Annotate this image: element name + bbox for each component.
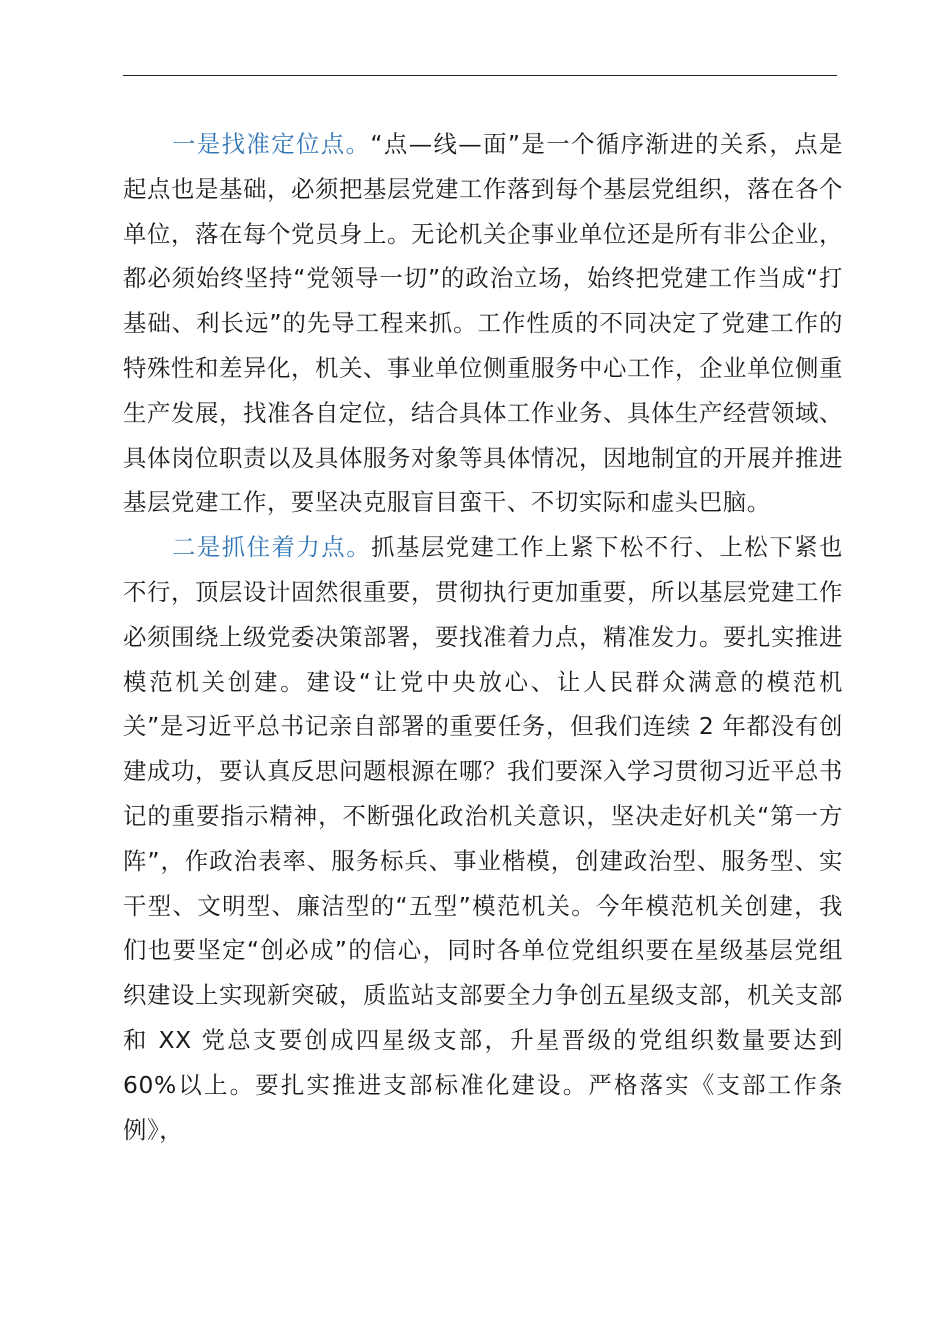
paragraph-lead-heading: 一是找准定位点。 [172,130,371,158]
paragraph-lead-heading: 二是抓住着力点。 [172,533,372,562]
document-body [123,122,843,1152]
paragraph-positioning-point [123,122,843,525]
paragraph-text: “点—线—面”是一个循序渐进的关系，点是起点也是基础，必须把基层党建工作落到每个基层党组织，落在各个单位，落在每个党员身上。无论机关企事业单位还是所有非公企业，都必须始终坚持“党领导一切”的政治立场，始终把党建工作当成“打基础、利长远”的先导工程来抓。工作性质的不同决定了党建工作的特殊性和差异化，机关、事业单位侧重服务中心工作，企业单位侧重生产发展，找准各自定位，结合具体工作业务、具体生产经营领域、具体岗位职责以及具体服务对象等具体情况，因地制宜的开展并推进基层党建工作，要坚决克服盲目蛮干、不切实际和虚头巴脑。 [123,130,843,517]
header-rule [123,75,837,76]
paragraph-focus-point [123,525,843,1152]
paragraph-text: 抓基层党建工作上紧下松不行、上松下紧也不行，顶层设计固然很重要，贯彻执行更加重要，所以基层党建工作必须围绕上级党委决策部署，要找准着力点，精准发力。要扎实推进模范机关创建。建设“让党中央放心、让人民群众满意的模范机关”是习近平总书记亲自部署的重要任务，但我们连续 2 年都没有创建成功，要认真反思问题根源在哪？我们要深入学习贯彻习近平总书记的重要指示精神，不断强化政治机关意识，坚决走好机关“第一方阵”，作政治表率、服务标兵、事业楷模，创建政治型、服务型、实干型、文明型、廉洁型的“五型”模范机关。今年模范机关创建，我们也要坚定“创必成”的信心，同时各单位党组织要在星级基层党组织建设上实现新突破，质监站支部要全力争创五星级支部，机关支部和 XX 党总支要创成四星级支部，升星晋级的党组织数量要达到 60%以上。要扎实推进支部标准化建设。严格落实《支部工作条例》， [123,533,843,1144]
